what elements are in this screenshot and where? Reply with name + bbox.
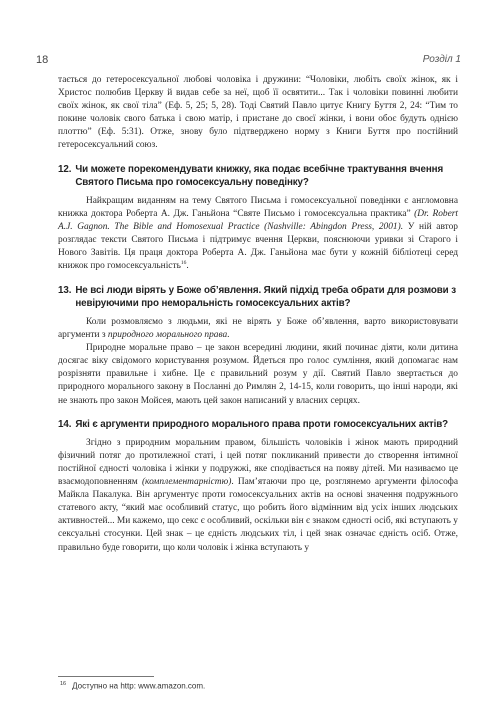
natural-law-term: природного морального права xyxy=(107,330,228,341)
answer-12-paragraph xyxy=(58,195,458,274)
question-text: Не всі люди вірять у Боже об’явлення. Який підхід треба обрати для розмови з невіруючими про неморальність гомосексуальних актів? xyxy=(75,284,456,309)
footnote-number: 16 xyxy=(60,681,67,687)
paragraph-continuation: тається до гетеросексуальної любові чоловіка і дружини: “Чоловіки, любіть своїх жінок, як і Христос полюбив Церкву й видав себе за неї, щоб її освятити... Так і чоловіки повинні любити своїх жінок, як свої тіла” (Еф. 5, 25; 5, 28). Тоді Святий Павло цитує Книгу Буття 2, 24: “Тим то покине чоловік свого батька і свою матір, і пристане до своєї жінки, і вони обоє будуть однією плоттю” (Еф. 5:31). Отже, знову було підтверджено норму з Книги Буття про постійний гетеросексуальний союз. xyxy=(58,75,458,151)
page-number: 18 xyxy=(36,54,49,66)
answer-13-paragraph-1 xyxy=(58,316,458,342)
answer-13-paragraph-2: Природне моральне право – це закон всередині людини, який починає діяти, коли дитина досягає віку свідомого користування розумом. Йдеться про голос сумління, який допомагає нам розрізняти правильне і хибне. Це є правильний розум у дії. Святий Павло звертається до природного морального закону в Посланні до Римлян 2, 14-15, коли говорить, що інші народи, які не знають про закон Мойсея, мають цей закон написаний у власних серцях. xyxy=(58,343,458,406)
question-number: 14. xyxy=(58,418,72,430)
question-text: Чи можете порекомендувати книжку, яка подає всебічне трактування вчення Святого Письма про гомосексуальну поведінку? xyxy=(75,163,444,188)
answer-14-text-a: Згідно з природним моральним правом, більшість чоловіків і жінок мають природний фізичний потяг до протилежної статі, і цей потяг покликаний привести до створення інтимної постійної єдності чоловіка і жінки у подружжі, яке сподівається на появу дітей. Ми називаємо це взаємодоповненням xyxy=(58,437,458,488)
footnote-text: Доступно на http: www.amazon.com. xyxy=(72,681,206,691)
running-head: Розділ 1 xyxy=(422,54,461,65)
answer-14-text-c: . Пам’ятаючи про це, розглянемо аргументи філософа Майкла Пакалука. Він аргументує проти гомосексуальних актів на основі значення подружнього статевого акту, “який має особливий статус, що робить його відмінним від усіх інших людських активностей... Ми кажемо, що секс є особливий, оскільки він є знаком єдності осіб, які вступають у сексуальні стосунки. Цей знак – це єдність людських тіл, і цей знак означає єдність осіб. Отже, правильно буде говорити, що коли чоловік і жінка вступають у xyxy=(58,477,458,553)
question-number: 12. xyxy=(58,163,72,175)
answer-13-text-c: . xyxy=(227,330,230,341)
question-14-heading xyxy=(58,418,458,431)
answer-13-text-a: Коли розмовляємо з людьми, які не вірять у Боже об’явлення, варто використовувати аргументи з xyxy=(58,316,458,341)
book-citation: (Dr. Robert A.J. Gagnon. The Bible and Homosexual Practice (Nashville: Abingdon Press, 2001). xyxy=(58,209,458,233)
answer-12-text-end: . xyxy=(186,261,189,272)
answer-14-paragraph xyxy=(58,437,458,555)
complementarity-term: (комплементарністю) xyxy=(141,477,232,488)
question-number: 13. xyxy=(58,284,72,296)
footnote xyxy=(60,681,205,691)
answer-12-text-a: Найкращим виданням на тему Святого Письма і гомосексуальної поведінки є англомовна книжка доктора Роберта А. Дж. Ганьйона “Святе Письмо і гомосексуальна практика” xyxy=(58,195,458,220)
footnote-ref: 16 xyxy=(180,260,187,267)
question-13-heading xyxy=(58,284,458,310)
footnote-divider xyxy=(58,676,154,677)
question-12-heading xyxy=(58,163,458,189)
page-header xyxy=(36,54,461,70)
page-body xyxy=(58,74,458,555)
answer-12-text-c: У ній автор розглядає тексти Святого Письма і підтримує вчення Церкви, пояснюючи уривки зі Старого і Нового Завітів. Ця праця доктора Роберта А. Дж. Ганьйона має бути у кожній бібліотеці серед книжок про гомосексуальність xyxy=(58,222,458,272)
question-text: Які є аргументи природного морального права проти гомосексуальних актів? xyxy=(75,418,449,430)
